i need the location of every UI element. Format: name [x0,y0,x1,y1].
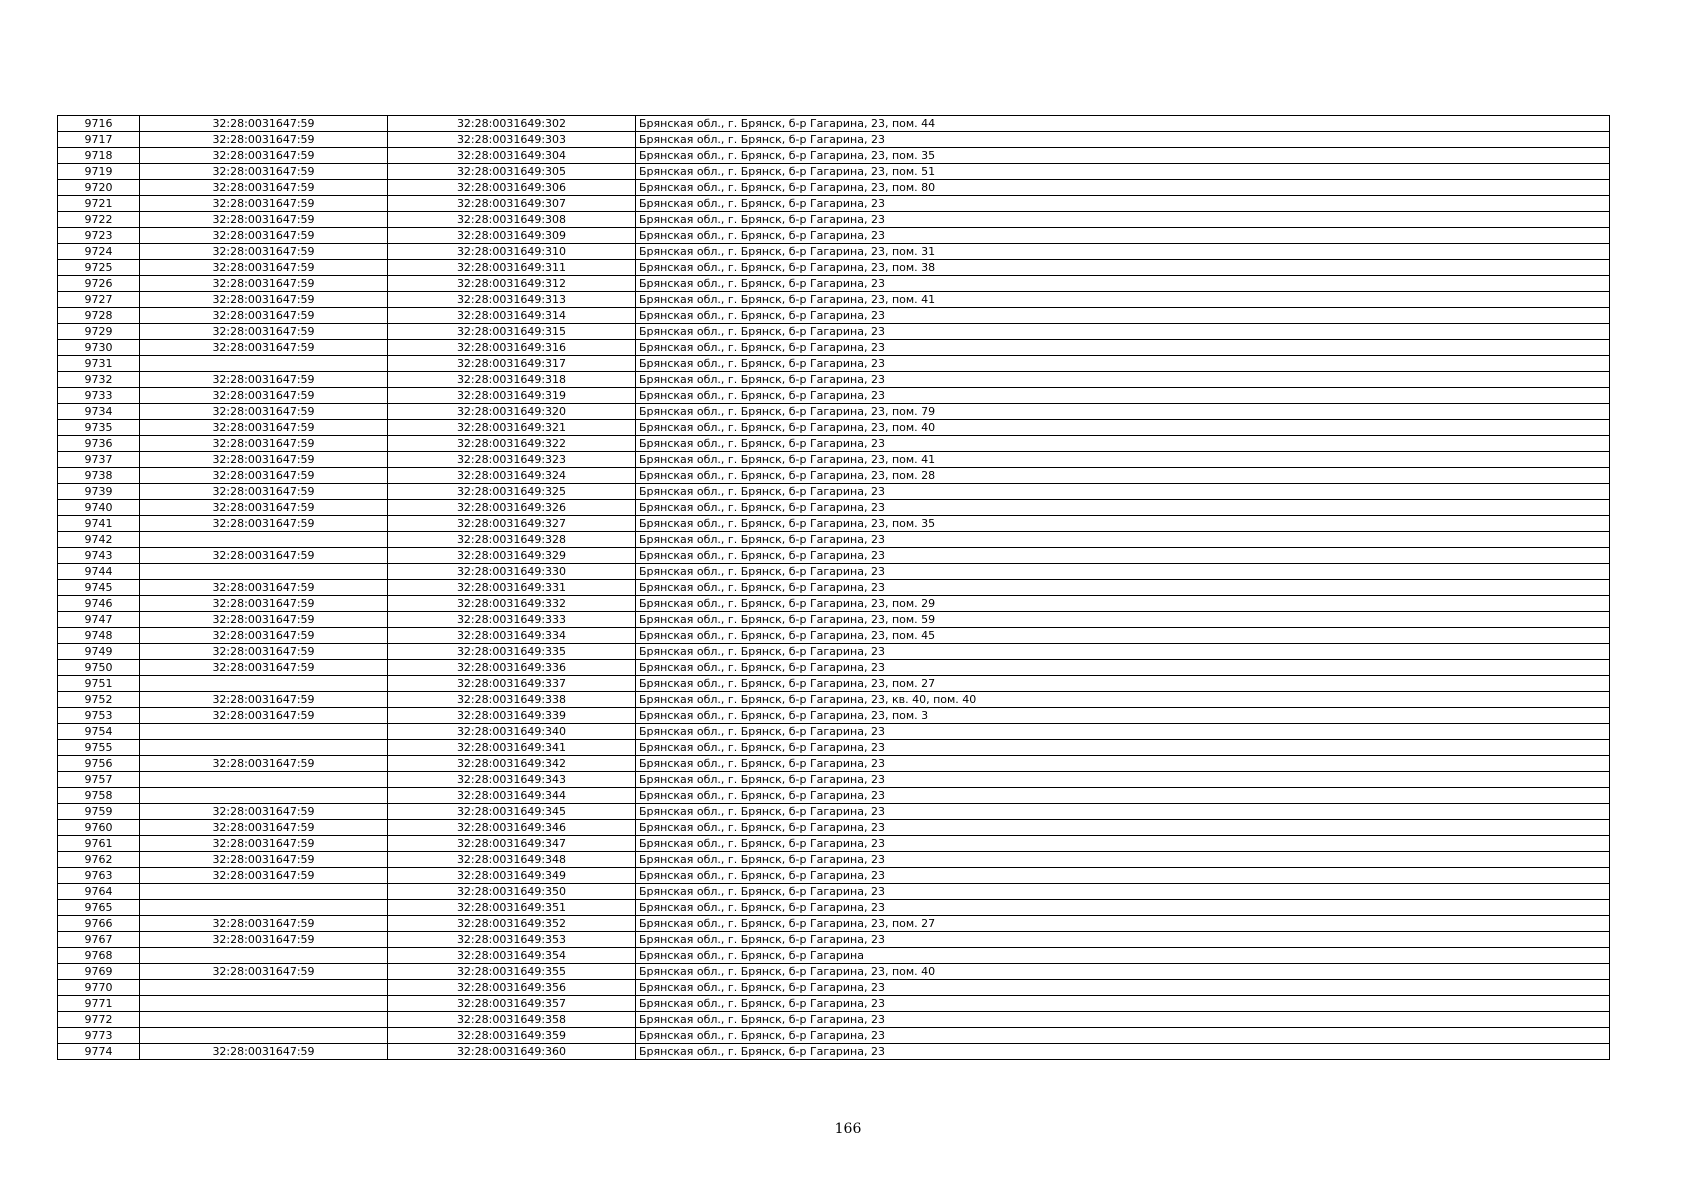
parent-cadastral-cell: 32:28:0031647:59 [140,228,388,244]
table-row [58,180,1610,196]
parent-cadastral-cell: 32:28:0031647:59 [140,148,388,164]
table-row [58,884,1610,900]
address-cell: Брянская обл., г. Брянск, б-р Гагарина, 23, пом. 31 [636,244,1610,260]
address-cell: Брянская обл., г. Брянск, б-р Гагарина, 23 [636,756,1610,772]
cadastral-number-cell: 32:28:0031649:349 [388,868,636,884]
table-row [58,612,1610,628]
table-row [58,676,1610,692]
table-row [58,580,1610,596]
address-cell: Брянская обл., г. Брянск, б-р Гагарина, 23, пом. 79 [636,404,1610,420]
address-cell: Брянская обл., г. Брянск, б-р Гагарина, 23 [636,644,1610,660]
address-cell: Брянская обл., г. Брянск, б-р Гагарина, 23, пом. 44 [636,116,1610,132]
parent-cadastral-cell [140,1028,388,1044]
address-cell: Брянская обл., г. Брянск, б-р Гагарина, 23, пом. 40 [636,964,1610,980]
table-row [58,1012,1610,1028]
row-number-cell: 9728 [58,308,140,324]
table-row [58,340,1610,356]
table-row [58,484,1610,500]
address-cell: Брянская обл., г. Брянск, б-р Гагарина, 23, пом. 35 [636,148,1610,164]
address-cell: Брянская обл., г. Брянск, б-р Гагарина, 23 [636,340,1610,356]
cadastral-number-cell: 32:28:0031649:335 [388,644,636,660]
parent-cadastral-cell: 32:28:0031647:59 [140,628,388,644]
parent-cadastral-cell: 32:28:0031647:59 [140,404,388,420]
table-row [58,516,1610,532]
cadastral-number-cell: 32:28:0031649:309 [388,228,636,244]
parent-cadastral-cell: 32:28:0031647:59 [140,132,388,148]
table-row [58,372,1610,388]
row-number-cell: 9733 [58,388,140,404]
address-cell: Брянская обл., г. Брянск, б-р Гагарина, 23, пом. 27 [636,676,1610,692]
row-number-cell: 9723 [58,228,140,244]
cadastral-number-cell: 32:28:0031649:307 [388,196,636,212]
parent-cadastral-cell: 32:28:0031647:59 [140,340,388,356]
row-number-cell: 9718 [58,148,140,164]
row-number-cell: 9736 [58,436,140,452]
row-number-cell: 9747 [58,612,140,628]
parent-cadastral-cell: 32:28:0031647:59 [140,484,388,500]
parent-cadastral-cell: 32:28:0031647:59 [140,388,388,404]
cadastral-number-cell: 32:28:0031649:305 [388,164,636,180]
parent-cadastral-cell: 32:28:0031647:59 [140,516,388,532]
cadastral-number-cell: 32:28:0031649:312 [388,276,636,292]
parent-cadastral-cell [140,740,388,756]
address-cell: Брянская обл., г. Брянск, б-р Гагарина, 23, пом. 29 [636,596,1610,612]
table-row [58,420,1610,436]
row-number-cell: 9744 [58,564,140,580]
parent-cadastral-cell: 32:28:0031647:59 [140,452,388,468]
row-number-cell: 9748 [58,628,140,644]
address-cell: Брянская обл., г. Брянск, б-р Гагарина, 23 [636,372,1610,388]
address-cell: Брянская обл., г. Брянск, б-р Гагарина, 23 [636,932,1610,948]
cadastral-number-cell: 32:28:0031649:346 [388,820,636,836]
cadastral-number-cell: 32:28:0031649:322 [388,436,636,452]
address-cell: Брянская обл., г. Брянск, б-р Гагарина, 23, пом. 27 [636,916,1610,932]
address-cell: Брянская обл., г. Брянск, б-р Гагарина, 23 [636,388,1610,404]
row-number-cell: 9740 [58,500,140,516]
row-number-cell: 9760 [58,820,140,836]
row-number-cell: 9743 [58,548,140,564]
cadastral-number-cell: 32:28:0031649:359 [388,1028,636,1044]
parent-cadastral-cell: 32:28:0031647:59 [140,324,388,340]
address-cell: Брянская обл., г. Брянск, б-р Гагарина [636,948,1610,964]
cadastral-number-cell: 32:28:0031649:345 [388,804,636,820]
cadastral-number-cell: 32:28:0031649:348 [388,852,636,868]
table-row [58,868,1610,884]
cadastral-number-cell: 32:28:0031649:314 [388,308,636,324]
row-number-cell: 9752 [58,692,140,708]
cadastral-number-cell: 32:28:0031649:304 [388,148,636,164]
cadastral-number-cell: 32:28:0031649:352 [388,916,636,932]
table-row [58,292,1610,308]
address-cell: Брянская обл., г. Брянск, б-р Гагарина, 23 [636,484,1610,500]
table-row [58,628,1610,644]
table-row [58,708,1610,724]
parent-cadastral-cell: 32:28:0031647:59 [140,932,388,948]
address-cell: Брянская обл., г. Брянск, б-р Гагарина, 23 [636,228,1610,244]
row-number-cell: 9746 [58,596,140,612]
row-number-cell: 9737 [58,452,140,468]
row-number-cell: 9745 [58,580,140,596]
parent-cadastral-cell: 32:28:0031647:59 [140,164,388,180]
cadastral-number-cell: 32:28:0031649:319 [388,388,636,404]
cadastral-number-cell: 32:28:0031649:354 [388,948,636,964]
cadastral-number-cell: 32:28:0031649:316 [388,340,636,356]
cadastral-number-cell: 32:28:0031649:344 [388,788,636,804]
parent-cadastral-cell: 32:28:0031647:59 [140,644,388,660]
table-row [58,996,1610,1012]
row-number-cell: 9722 [58,212,140,228]
cadastral-number-cell: 32:28:0031649:347 [388,836,636,852]
address-cell: Брянская обл., г. Брянск, б-р Гагарина, 23 [636,196,1610,212]
address-cell: Брянская обл., г. Брянск, б-р Гагарина, 23 [636,804,1610,820]
address-cell: Брянская обл., г. Брянск, б-р Гагарина, 23 [636,996,1610,1012]
parent-cadastral-cell: 32:28:0031647:59 [140,260,388,276]
cadastral-number-cell: 32:28:0031649:327 [388,516,636,532]
table-row [58,164,1610,180]
row-number-cell: 9751 [58,676,140,692]
parent-cadastral-cell: 32:28:0031647:59 [140,548,388,564]
address-cell: Брянская обл., г. Брянск, б-р Гагарина, 23, пом. 40 [636,420,1610,436]
parent-cadastral-cell: 32:28:0031647:59 [140,212,388,228]
row-number-cell: 9755 [58,740,140,756]
parent-cadastral-cell: 32:28:0031647:59 [140,660,388,676]
parent-cadastral-cell [140,532,388,548]
address-cell: Брянская обл., г. Брянск, б-р Гагарина, 23, пом. 28 [636,468,1610,484]
row-number-cell: 9749 [58,644,140,660]
cadastral-number-cell: 32:28:0031649:339 [388,708,636,724]
parent-cadastral-cell: 32:28:0031647:59 [140,836,388,852]
table-row [58,852,1610,868]
table-row [58,468,1610,484]
cadastral-number-cell: 32:28:0031649:310 [388,244,636,260]
row-number-cell: 9734 [58,404,140,420]
row-number-cell: 9767 [58,932,140,948]
address-cell: Брянская обл., г. Брянск, б-р Гагарина, 23 [636,660,1610,676]
cadastral-number-cell: 32:28:0031649:333 [388,612,636,628]
row-number-cell: 9758 [58,788,140,804]
cadastral-number-cell: 32:28:0031649:343 [388,772,636,788]
table-body [58,116,1610,1060]
cadastral-number-cell: 32:28:0031649:355 [388,964,636,980]
row-number-cell: 9732 [58,372,140,388]
address-cell: Брянская обл., г. Брянск, б-р Гагарина, 23 [636,564,1610,580]
row-number-cell: 9764 [58,884,140,900]
address-cell: Брянская обл., г. Брянск, б-р Гагарина, 23, пом. 38 [636,260,1610,276]
row-number-cell: 9772 [58,1012,140,1028]
row-number-cell: 9756 [58,756,140,772]
cadastral-number-cell: 32:28:0031649:341 [388,740,636,756]
parent-cadastral-cell: 32:28:0031647:59 [140,308,388,324]
row-number-cell: 9719 [58,164,140,180]
row-number-cell: 9724 [58,244,140,260]
parent-cadastral-cell: 32:28:0031647:59 [140,804,388,820]
address-cell: Брянская обл., г. Брянск, б-р Гагарина, 23 [636,788,1610,804]
address-cell: Брянская обл., г. Брянск, б-р Гагарина, 23, пом. 3 [636,708,1610,724]
cadastral-number-cell: 32:28:0031649:318 [388,372,636,388]
address-cell: Брянская обл., г. Брянск, б-р Гагарина, 23 [636,1044,1610,1060]
cadastral-number-cell: 32:28:0031649:357 [388,996,636,1012]
cadastral-number-cell: 32:28:0031649:326 [388,500,636,516]
parent-cadastral-cell [140,1012,388,1028]
row-number-cell: 9757 [58,772,140,788]
table-row [58,596,1610,612]
cadastral-number-cell: 32:28:0031649:360 [388,1044,636,1060]
table-row [58,932,1610,948]
parent-cadastral-cell [140,772,388,788]
table-row [58,244,1610,260]
address-cell: Брянская обл., г. Брянск, б-р Гагарина, 23, пом. 59 [636,612,1610,628]
cadastral-number-cell: 32:28:0031649:303 [388,132,636,148]
parent-cadastral-cell: 32:28:0031647:59 [140,244,388,260]
row-number-cell: 9721 [58,196,140,212]
row-number-cell: 9739 [58,484,140,500]
address-cell: Брянская обл., г. Брянск, б-р Гагарина, 23, пом. 51 [636,164,1610,180]
parent-cadastral-cell: 32:28:0031647:59 [140,868,388,884]
table-row [58,228,1610,244]
cadastral-number-cell: 32:28:0031649:340 [388,724,636,740]
table-row [58,452,1610,468]
parent-cadastral-cell [140,884,388,900]
address-cell: Брянская обл., г. Брянск, б-р Гагарина, 23 [636,740,1610,756]
parent-cadastral-cell: 32:28:0031647:59 [140,468,388,484]
address-cell: Брянская обл., г. Брянск, б-р Гагарина, 23 [636,308,1610,324]
parent-cadastral-cell: 32:28:0031647:59 [140,436,388,452]
table-row [58,788,1610,804]
cadastral-number-cell: 32:28:0031649:332 [388,596,636,612]
cadastral-number-cell: 32:28:0031649:315 [388,324,636,340]
cadastral-number-cell: 32:28:0031649:302 [388,116,636,132]
row-number-cell: 9769 [58,964,140,980]
table-row [58,388,1610,404]
address-cell: Брянская обл., г. Брянск, б-р Гагарина, 23 [636,820,1610,836]
address-cell: Брянская обл., г. Брянск, б-р Гагарина, 23 [636,212,1610,228]
cadastral-number-cell: 32:28:0031649:313 [388,292,636,308]
parent-cadastral-cell: 32:28:0031647:59 [140,1044,388,1060]
row-number-cell: 9716 [58,116,140,132]
table-row [58,564,1610,580]
table-row [58,308,1610,324]
cadastral-number-cell: 32:28:0031649:351 [388,900,636,916]
row-number-cell: 9761 [58,836,140,852]
cadastral-number-cell: 32:28:0031649:328 [388,532,636,548]
address-cell: Брянская обл., г. Брянск, б-р Гагарина, 23 [636,276,1610,292]
table-row [58,964,1610,980]
table-row [58,1028,1610,1044]
table-row [58,356,1610,372]
table-row [58,916,1610,932]
row-number-cell: 9730 [58,340,140,356]
parent-cadastral-cell: 32:28:0031647:59 [140,916,388,932]
cadastral-number-cell: 32:28:0031649:325 [388,484,636,500]
address-cell: Брянская обл., г. Брянск, б-р Гагарина, 23 [636,500,1610,516]
address-cell: Брянская обл., г. Брянск, б-р Гагарина, 23 [636,132,1610,148]
address-cell: Брянская обл., г. Брянск, б-р Гагарина, 23 [636,356,1610,372]
table-row [58,740,1610,756]
table-row [58,660,1610,676]
table-row [58,276,1610,292]
parent-cadastral-cell [140,996,388,1012]
parent-cadastral-cell: 32:28:0031647:59 [140,500,388,516]
cadastral-number-cell: 32:28:0031649:350 [388,884,636,900]
parent-cadastral-cell: 32:28:0031647:59 [140,964,388,980]
address-cell: Брянская обл., г. Брянск, б-р Гагарина, 23, кв. 40, пом. 40 [636,692,1610,708]
cadastral-number-cell: 32:28:0031649:317 [388,356,636,372]
table-row [58,148,1610,164]
row-number-cell: 9773 [58,1028,140,1044]
row-number-cell: 9754 [58,724,140,740]
row-number-cell: 9727 [58,292,140,308]
table-row [58,196,1610,212]
cadastral-number-cell: 32:28:0031649:321 [388,420,636,436]
row-number-cell: 9731 [58,356,140,372]
address-cell: Брянская обл., г. Брянск, б-р Гагарина, 23, пом. 80 [636,180,1610,196]
address-cell: Брянская обл., г. Брянск, б-р Гагарина, 23 [636,852,1610,868]
row-number-cell: 9741 [58,516,140,532]
address-cell: Брянская обл., г. Брянск, б-р Гагарина, 23 [636,724,1610,740]
cadastral-number-cell: 32:28:0031649:358 [388,1012,636,1028]
address-cell: Брянская обл., г. Брянск, б-р Гагарина, 23 [636,324,1610,340]
table-row [58,324,1610,340]
cadastral-table [57,115,1610,1060]
parent-cadastral-cell: 32:28:0031647:59 [140,820,388,836]
table-row [58,772,1610,788]
parent-cadastral-cell [140,564,388,580]
address-cell: Брянская обл., г. Брянск, б-р Гагарина, 23, пом. 41 [636,452,1610,468]
parent-cadastral-cell: 32:28:0031647:59 [140,292,388,308]
cadastral-number-cell: 32:28:0031649:342 [388,756,636,772]
parent-cadastral-cell: 32:28:0031647:59 [140,708,388,724]
row-number-cell: 9762 [58,852,140,868]
row-number-cell: 9766 [58,916,140,932]
parent-cadastral-cell: 32:28:0031647:59 [140,580,388,596]
cadastral-number-cell: 32:28:0031649:353 [388,932,636,948]
parent-cadastral-cell: 32:28:0031647:59 [140,756,388,772]
address-cell: Брянская обл., г. Брянск, б-р Гагарина, 23 [636,436,1610,452]
parent-cadastral-cell [140,788,388,804]
cadastral-number-cell: 32:28:0031649:337 [388,676,636,692]
table-row [58,260,1610,276]
address-cell: Брянская обл., г. Брянск, б-р Гагарина, 23 [636,1028,1610,1044]
table-row [58,532,1610,548]
table-row [58,900,1610,916]
cadastral-number-cell: 32:28:0031649:336 [388,660,636,676]
row-number-cell: 9765 [58,900,140,916]
parent-cadastral-cell: 32:28:0031647:59 [140,372,388,388]
cadastral-number-cell: 32:28:0031649:323 [388,452,636,468]
cadastral-number-cell: 32:28:0031649:306 [388,180,636,196]
parent-cadastral-cell: 32:28:0031647:59 [140,596,388,612]
address-cell: Брянская обл., г. Брянск, б-р Гагарина, 23 [636,900,1610,916]
row-number-cell: 9717 [58,132,140,148]
table-row [58,132,1610,148]
table-row [58,644,1610,660]
table-row [58,548,1610,564]
cadastral-number-cell: 32:28:0031649:331 [388,580,636,596]
parent-cadastral-cell [140,900,388,916]
address-cell: Брянская обл., г. Брянск, б-р Гагарина, 23 [636,548,1610,564]
cadastral-number-cell: 32:28:0031649:356 [388,980,636,996]
address-cell: Брянская обл., г. Брянск, б-р Гагарина, 23 [636,980,1610,996]
cadastral-number-cell: 32:28:0031649:338 [388,692,636,708]
page-number: 166 [834,1121,862,1137]
address-cell: Брянская обл., г. Брянск, б-р Гагарина, 23 [636,580,1610,596]
parent-cadastral-cell [140,980,388,996]
cadastral-number-cell: 32:28:0031649:311 [388,260,636,276]
parent-cadastral-cell: 32:28:0031647:59 [140,196,388,212]
address-cell: Брянская обл., г. Брянск, б-р Гагарина, 23, пом. 35 [636,516,1610,532]
table-row [58,836,1610,852]
table-row [58,756,1610,772]
cadastral-number-cell: 32:28:0031649:324 [388,468,636,484]
parent-cadastral-cell: 32:28:0031647:59 [140,180,388,196]
cadastral-number-cell: 32:28:0031649:308 [388,212,636,228]
parent-cadastral-cell [140,724,388,740]
table-row [58,948,1610,964]
address-cell: Брянская обл., г. Брянск, б-р Гагарина, 23 [636,532,1610,548]
table-row [58,436,1610,452]
table-row [58,980,1610,996]
parent-cadastral-cell [140,948,388,964]
row-number-cell: 9720 [58,180,140,196]
row-number-cell: 9726 [58,276,140,292]
address-cell: Брянская обл., г. Брянск, б-р Гагарина, 23 [636,868,1610,884]
row-number-cell: 9738 [58,468,140,484]
address-cell: Брянская обл., г. Брянск, б-р Гагарина, 23 [636,772,1610,788]
row-number-cell: 9725 [58,260,140,276]
address-cell: Брянская обл., г. Брянск, б-р Гагарина, 23 [636,884,1610,900]
table-row [58,692,1610,708]
row-number-cell: 9729 [58,324,140,340]
parent-cadastral-cell: 32:28:0031647:59 [140,852,388,868]
parent-cadastral-cell: 32:28:0031647:59 [140,116,388,132]
parent-cadastral-cell: 32:28:0031647:59 [140,612,388,628]
address-cell: Брянская обл., г. Брянск, б-р Гагарина, 23, пом. 41 [636,292,1610,308]
table-row [58,724,1610,740]
row-number-cell: 9742 [58,532,140,548]
parent-cadastral-cell: 32:28:0031647:59 [140,692,388,708]
table-row [58,820,1610,836]
parent-cadastral-cell [140,676,388,692]
table-row [58,116,1610,132]
row-number-cell: 9774 [58,1044,140,1060]
table-row [58,500,1610,516]
table-row [58,212,1610,228]
row-number-cell: 9735 [58,420,140,436]
row-number-cell: 9763 [58,868,140,884]
table-row [58,1044,1610,1060]
parent-cadastral-cell: 32:28:0031647:59 [140,276,388,292]
parent-cadastral-cell [140,356,388,372]
cadastral-number-cell: 32:28:0031649:320 [388,404,636,420]
cadastral-number-cell: 32:28:0031649:330 [388,564,636,580]
row-number-cell: 9768 [58,948,140,964]
cadastral-number-cell: 32:28:0031649:334 [388,628,636,644]
table-row [58,804,1610,820]
cadastral-number-cell: 32:28:0031649:329 [388,548,636,564]
parent-cadastral-cell: 32:28:0031647:59 [140,420,388,436]
table-row [58,404,1610,420]
row-number-cell: 9771 [58,996,140,1012]
row-number-cell: 9750 [58,660,140,676]
address-cell: Брянская обл., г. Брянск, б-р Гагарина, 23, пом. 45 [636,628,1610,644]
row-number-cell: 9759 [58,804,140,820]
address-cell: Брянская обл., г. Брянск, б-р Гагарина, 23 [636,836,1610,852]
row-number-cell: 9753 [58,708,140,724]
row-number-cell: 9770 [58,980,140,996]
address-cell: Брянская обл., г. Брянск, б-р Гагарина, 23 [636,1012,1610,1028]
